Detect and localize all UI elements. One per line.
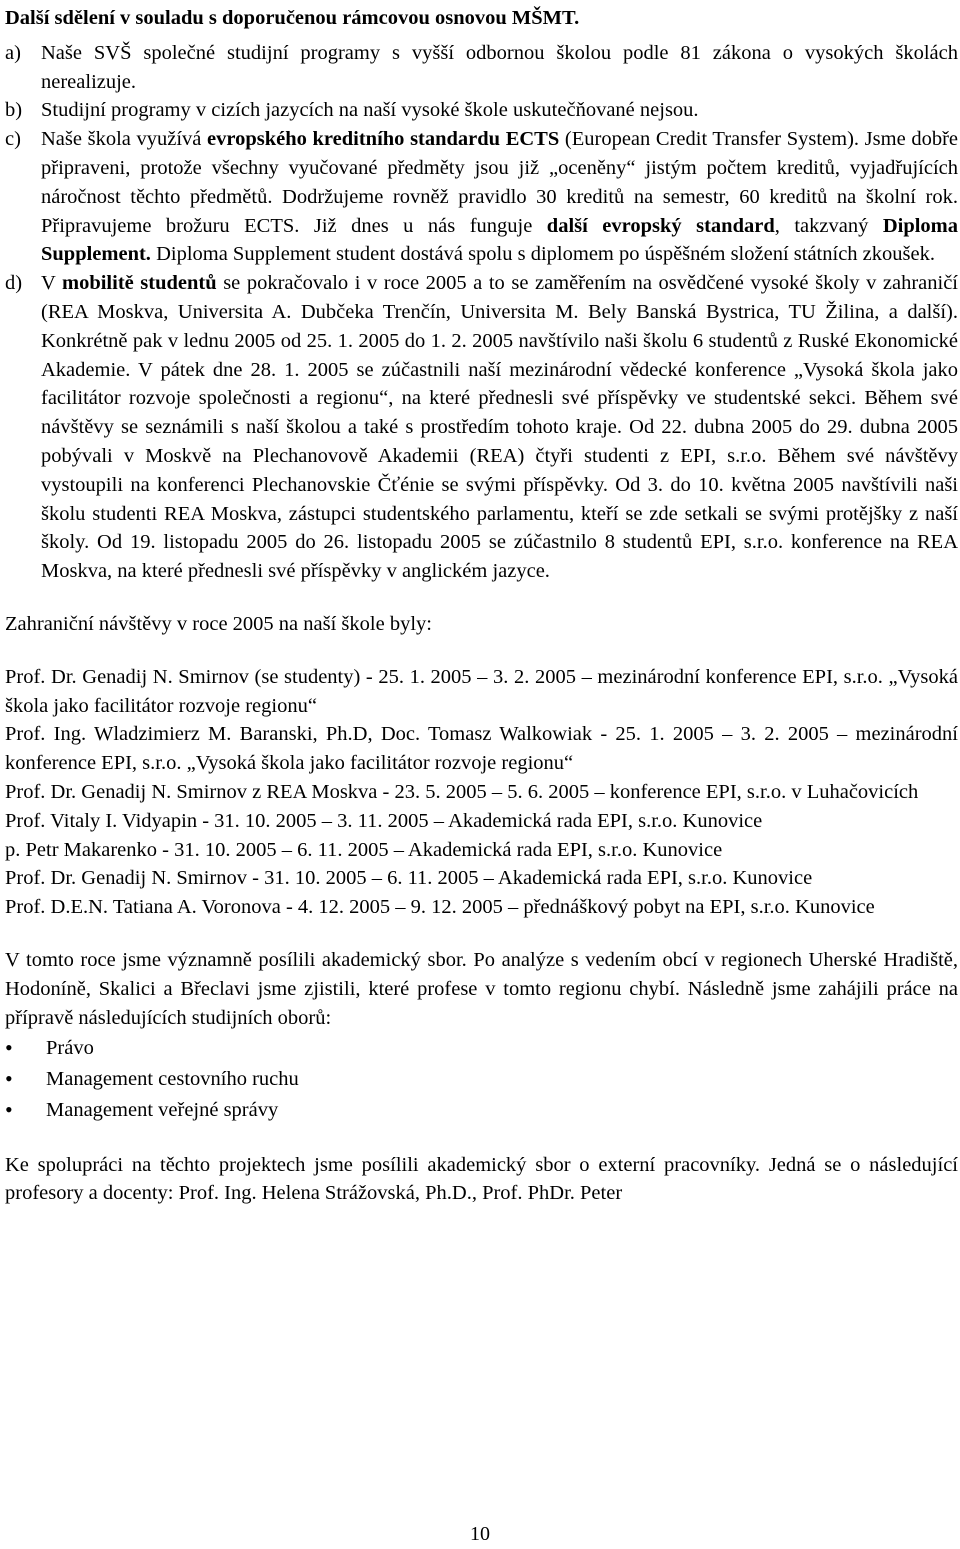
bold-run: další evropský standard xyxy=(546,214,775,237)
bold-run: Diploma Supplement. xyxy=(41,214,958,266)
visit-entry: Prof. Dr. Genadij N. Smirnov - 31. 10. 2005 – 6. 11. 2005 – Akademická rada EPI, s.r.o. Kunovice xyxy=(5,867,813,890)
field-label: Právo xyxy=(46,1037,94,1060)
staff-paragraph: V tomto roce jsme významně posílili akademický sbor. Po analýze s vedením obcí v regionech Uherské Hradiště, Hodoníně, Skalici a Břeclavi jsme zjistili, které profese v tomto regionu chybí. Následně jsme zahájili práce na přípravě následujících studijních oborů: xyxy=(5,948,958,1029)
text-run: (European Credit Transfer System). Jsme dobře připraveni, protože všechny vyučované předměty jsou již „oceněny“ jistým počtem kreditů, vyjadřujících náročnost těchto předmětů. Dodržujeme rovněž pravidlo 30 kreditů na semestr, 60 kreditů na školní rok. Připravujeme brožuru ECTS. Již dnes u nás funguje xyxy=(41,128,958,237)
list-item-c xyxy=(5,125,958,269)
text-run: Naše škola využívá xyxy=(41,128,208,151)
visit-entry: Prof. Vitaly I. Vidyapin - 31. 10. 2005 – 3. 11. 2005 – Akademická rada EPI, s.r.o. Kunovice xyxy=(5,809,763,832)
item-marker: b) xyxy=(5,99,23,122)
spacer xyxy=(5,639,958,663)
visit-entry: p. Petr Makarenko - 31. 10. 2005 – 6. 11. 2005 – Akademická rada EPI, s.r.o. Kunovice xyxy=(5,838,723,861)
text-run: se pokračovalo i v roce 2005 a to se zaměřením na osvědčené vysoké školy v zahraničí (REA Moskva, Universita A. Dubčeka Trenčín, Universita M. Bely Banská Bystrica, TU Žilina, a další). Konkrétně pak v lednu 2005 od 25. 1. 2005 do 1. 2. 2005 navštívilo naši školu 6 studentů z Ruské Ekonomické Akademie. V pátek dne 28. 1. 2005 se zúčastnili naší mezinárodní vědecké konference „Vysoká škola jako facilitátor rozvoje společnosti a regionu“, na které přednesli své příspěvky ve studentské sekci. Během své návštěvy se seznámili s naší školou a také s prostředím tohoto kraje. Od 22. dubna 2005 do 29. dubna 2005 pobývali v Moskvě na Plechanovově Akademii (REA) čtyři studenti z EPI, s.r.o. Během své návštěvy vystoupili na konferenci Plechanovskie Čťénie se svými příspěvky. Od 3. do 10. května 2005 navštívili naši školu studenti REA Moskva, zástupci studentského parlamentu, kteří se zde setkali se svými protějšky z naší školy. Od 19. listopadu 2005 do 26. listopadu 2005 se zúčastnilo 8 studentů EPI, s.r.o. konference na REA Moskva, na které přednesli své příspěvky v anglickém jazyce. xyxy=(41,272,958,583)
item-text: Naše SVŠ společné studijní programy s vyšší odbornou školou podle 81 zákona o vysokých školách nerealizuje. xyxy=(41,41,958,93)
bold-run: evropského kreditního standardu ECTS xyxy=(207,128,560,151)
list-item-a xyxy=(5,39,958,97)
text-run: Diploma Supplement student dostává spolu s diplomem po úspěšném složení státních zkoušek. xyxy=(150,243,935,266)
bullet-icon: • xyxy=(5,1066,13,1092)
text-run: , takzvaný xyxy=(774,214,883,237)
visit-entry: Prof. Ing. Wladzimierz M. Baranski, Ph.D, Doc. Tomasz Walkowiak - 25. 1. 2005 – 3. 2. 2005 – mezinárodní konference EPI, s.r.o. „Vysoká škola jako facilitátor rozvoje regionu“ xyxy=(5,723,958,775)
visit-entry: Prof. Dr. Genadij N. Smirnov (se studenty) - 25. 1. 2005 – 3. 2. 2005 – mezinárodní konference EPI, s.r.o. „Vysoká škola jako facilitátor rozvoje regionu“ xyxy=(5,665,958,717)
spacer xyxy=(5,1127,958,1151)
field-label: Management cestovního ruchu xyxy=(46,1068,299,1091)
list-item-d xyxy=(5,269,958,586)
document-page xyxy=(5,4,958,1208)
list-item xyxy=(5,1065,958,1094)
bold-run: mobilitě studentů xyxy=(62,272,217,295)
fields-list xyxy=(5,1034,958,1124)
page-number: 10 xyxy=(470,1523,490,1545)
bullet-icon: • xyxy=(5,1035,13,1061)
spacer xyxy=(5,586,958,610)
item-text xyxy=(41,125,958,269)
text-run: V xyxy=(41,272,62,295)
visit-entry: Prof. D.E.N. Tatiana A. Voronova - 4. 12. 2005 – 9. 12. 2005 – přednáškový pobyt na EPI, s.r.o. Kunovice xyxy=(5,896,875,919)
visit-entry: Prof. Dr. Genadij N. Smirnov z REA Moskva - 23. 5. 2005 – 5. 6. 2005 – konference EPI, s.r.o. v Luhačovicích xyxy=(5,780,919,803)
item-marker: d) xyxy=(5,272,23,295)
item-text xyxy=(41,269,958,586)
spacer xyxy=(5,922,958,946)
item-text: Studijní programy v cizích jazycích na naší vysoké škole uskutečňované nejsou. xyxy=(41,99,699,122)
visits-intro: Zahraniční návštěvy v roce 2005 na naší škole byly: xyxy=(5,612,432,635)
item-marker: a) xyxy=(5,41,21,64)
section-heading: Další sdělení v souladu s doporučenou rámcovou osnovou MŠMT. xyxy=(5,7,580,29)
cooperation-paragraph: Ke spolupráci na těchto projektech jsme posílili akademický sbor o externí pracovníky. Jedná se o následující profesory a docenty: Prof. Ing. Helena Strážovská, Ph.D., Prof. PhDr. Peter xyxy=(5,1153,958,1205)
item-marker: c) xyxy=(5,128,21,151)
list-item-b xyxy=(5,96,958,125)
bullet-icon: • xyxy=(5,1096,13,1122)
list-item xyxy=(5,1034,958,1063)
field-label: Management veřejné správy xyxy=(46,1098,279,1121)
list-item xyxy=(5,1096,958,1125)
